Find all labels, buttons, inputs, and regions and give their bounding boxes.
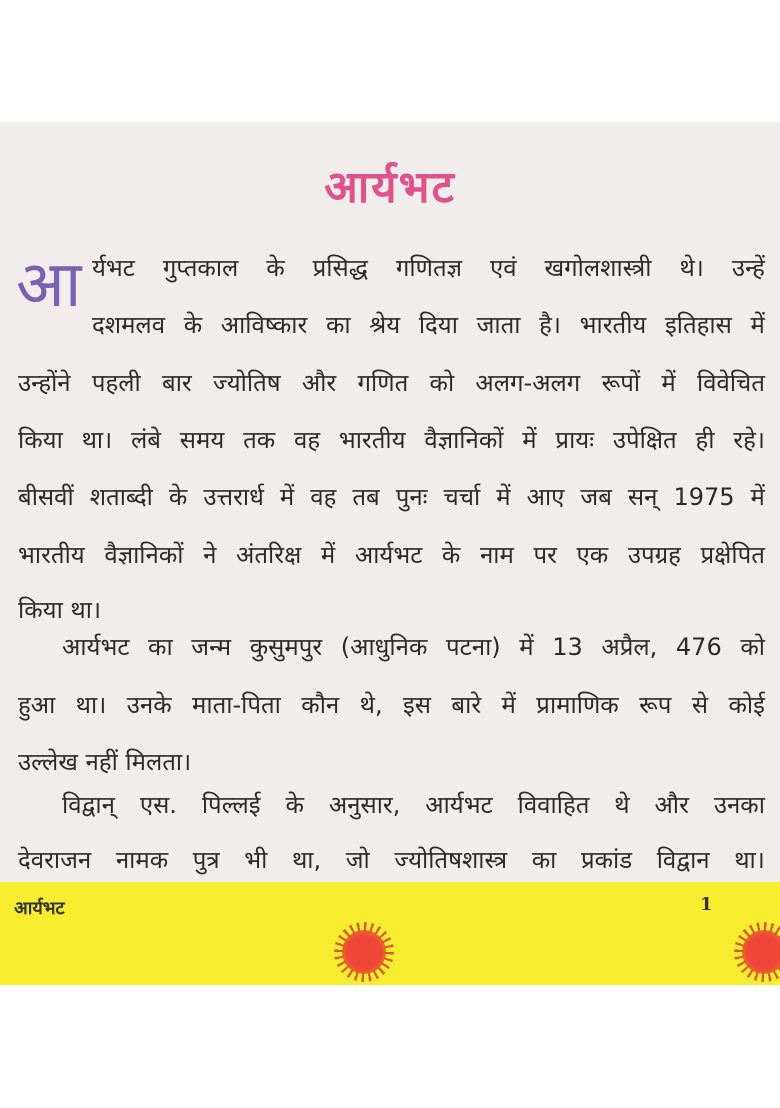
word: समय xyxy=(179,426,225,454)
word: नाम xyxy=(479,541,514,569)
word: में xyxy=(661,369,676,397)
word: एक xyxy=(576,541,609,569)
word: प्रायः xyxy=(555,426,595,454)
word: शताब्दी xyxy=(89,483,153,511)
page-number: 1 xyxy=(700,894,713,915)
word: में xyxy=(750,483,765,511)
word: भी xyxy=(244,846,268,874)
word: में xyxy=(501,691,516,719)
word: कौन xyxy=(301,691,340,719)
word: जन्म xyxy=(191,633,232,661)
word: दशमलव xyxy=(92,311,166,339)
text-line: किया था। xyxy=(18,596,102,624)
word: वैज्ञानिकों xyxy=(424,426,504,454)
word: गुप्तकाल xyxy=(162,254,239,282)
word: बीसवीं xyxy=(18,483,74,511)
word: इस xyxy=(403,691,432,719)
word: थे, xyxy=(359,691,383,719)
word: पटना) xyxy=(446,633,501,661)
word: एस. xyxy=(139,791,177,819)
word: के xyxy=(285,791,304,819)
word: कोई xyxy=(728,691,765,719)
word: प्रामाणिक xyxy=(536,691,619,719)
word: बारे xyxy=(451,691,482,719)
drop-cap: आ xyxy=(16,248,82,322)
word: खगोलशास्त्री xyxy=(544,254,652,282)
word: के xyxy=(183,311,203,339)
word: थे xyxy=(614,791,630,819)
word: वह xyxy=(293,426,321,454)
word: से xyxy=(691,691,709,719)
word: आविष्कार xyxy=(220,311,308,339)
word: तब xyxy=(352,483,380,511)
word: ज्योतिष xyxy=(212,369,281,397)
word: सन् xyxy=(627,483,658,511)
text-line xyxy=(18,540,765,570)
word: जो xyxy=(345,846,370,874)
word: वैज्ञानिकों xyxy=(104,541,184,569)
word: के xyxy=(441,541,461,569)
word: दिया xyxy=(418,311,458,339)
text-line xyxy=(92,310,765,340)
word: रूप xyxy=(639,691,672,719)
word: हुआ xyxy=(18,691,56,719)
word: पुत्र xyxy=(192,846,220,874)
word: देवराजन xyxy=(18,846,92,874)
word: प्रकांड xyxy=(580,846,633,874)
word: विवेचित xyxy=(696,369,765,397)
word: के xyxy=(266,254,285,282)
word: वह xyxy=(310,483,337,511)
word: कुसुमपुर xyxy=(249,633,323,661)
text-line xyxy=(18,425,765,455)
word: पहली xyxy=(91,369,141,397)
word: 13 xyxy=(552,633,583,661)
word: जब xyxy=(580,483,612,511)
word: उन्हें xyxy=(731,254,765,282)
word: में xyxy=(496,483,511,511)
word: नामक xyxy=(115,846,169,874)
text-line xyxy=(18,482,765,512)
word: था, xyxy=(291,846,322,874)
word: गणितज्ञ xyxy=(395,254,463,282)
text-line xyxy=(92,253,765,283)
word: अनुसार, xyxy=(328,791,401,819)
word: 476 xyxy=(675,633,722,661)
word: बार xyxy=(161,369,192,397)
word: में xyxy=(279,483,295,511)
word: को xyxy=(740,633,765,661)
word: उत्तरार्ध xyxy=(203,483,264,511)
word: में xyxy=(320,541,336,569)
word: ही xyxy=(695,426,715,454)
text-line xyxy=(62,632,765,662)
word: र्यभट xyxy=(92,254,135,282)
word: (आधुनिक xyxy=(340,633,428,661)
word: आए xyxy=(526,483,565,511)
word: और xyxy=(301,369,337,397)
text-line xyxy=(18,845,765,875)
word: का xyxy=(531,846,557,874)
word: 1975 xyxy=(673,483,735,511)
word: एवं xyxy=(489,254,517,282)
word: गणित xyxy=(357,369,409,397)
text-line xyxy=(62,790,765,820)
word: था। xyxy=(734,846,765,874)
word: किया xyxy=(18,426,63,454)
word: लंबे xyxy=(131,426,161,454)
word: माता-पिता xyxy=(192,691,281,719)
word: जाता xyxy=(476,311,521,339)
word: उनका xyxy=(713,791,765,819)
sun-ornament-icon xyxy=(342,930,386,974)
word: रहे। xyxy=(733,426,765,454)
word: में xyxy=(519,633,534,661)
word: को xyxy=(429,369,455,397)
text-line xyxy=(18,368,765,398)
text-line: उल्लेख नहीं मिलता। xyxy=(18,748,192,776)
word: पिल्लई xyxy=(201,791,261,819)
word: में xyxy=(522,426,537,454)
word: ने xyxy=(203,541,217,569)
word: अंतरिक्ष xyxy=(236,541,302,569)
page-title: आर्यभट xyxy=(324,162,456,213)
word: उन्होंने xyxy=(18,369,71,397)
word: प्रसिद्ध xyxy=(312,254,368,282)
word: आर्यभट xyxy=(354,541,423,569)
word: पर xyxy=(533,541,557,569)
word: भारतीय xyxy=(338,426,406,454)
word: उपेक्षित xyxy=(612,426,677,454)
word: और xyxy=(654,791,689,819)
word: उपग्रह xyxy=(627,541,681,569)
word: थे। xyxy=(679,254,704,282)
word: प्रक्षेपित xyxy=(700,541,765,569)
word: अप्रैल, xyxy=(601,633,658,661)
word: विवाहित xyxy=(517,791,590,819)
word: तक xyxy=(243,426,276,454)
word: श्रेय xyxy=(369,311,401,339)
word: था। xyxy=(81,426,113,454)
text-line xyxy=(18,690,765,720)
word: चर्चा xyxy=(443,483,481,511)
page-footer xyxy=(0,882,780,985)
word: विद्वान xyxy=(656,846,710,874)
word: भारतीय xyxy=(579,311,647,339)
sun-ornament-icon xyxy=(742,930,780,974)
word: अलग-अलग xyxy=(475,369,581,397)
footer-title: आर्यभट xyxy=(14,898,65,919)
word: इतिहास xyxy=(664,311,732,339)
word: ज्योतिषशास्त्र xyxy=(394,846,508,874)
word: रूपों xyxy=(601,369,641,397)
word: था। xyxy=(75,691,107,719)
word: विद्वान् xyxy=(62,791,115,819)
word: उनके xyxy=(126,691,172,719)
word: भारतीय xyxy=(18,541,85,569)
word: का xyxy=(148,633,173,661)
word: में xyxy=(750,311,765,339)
word: के xyxy=(168,483,188,511)
word: आर्यभट xyxy=(425,791,493,819)
word: का xyxy=(325,311,351,339)
word: पुनः xyxy=(395,483,428,511)
word: आर्यभट xyxy=(62,633,130,661)
word: है। xyxy=(539,311,561,339)
